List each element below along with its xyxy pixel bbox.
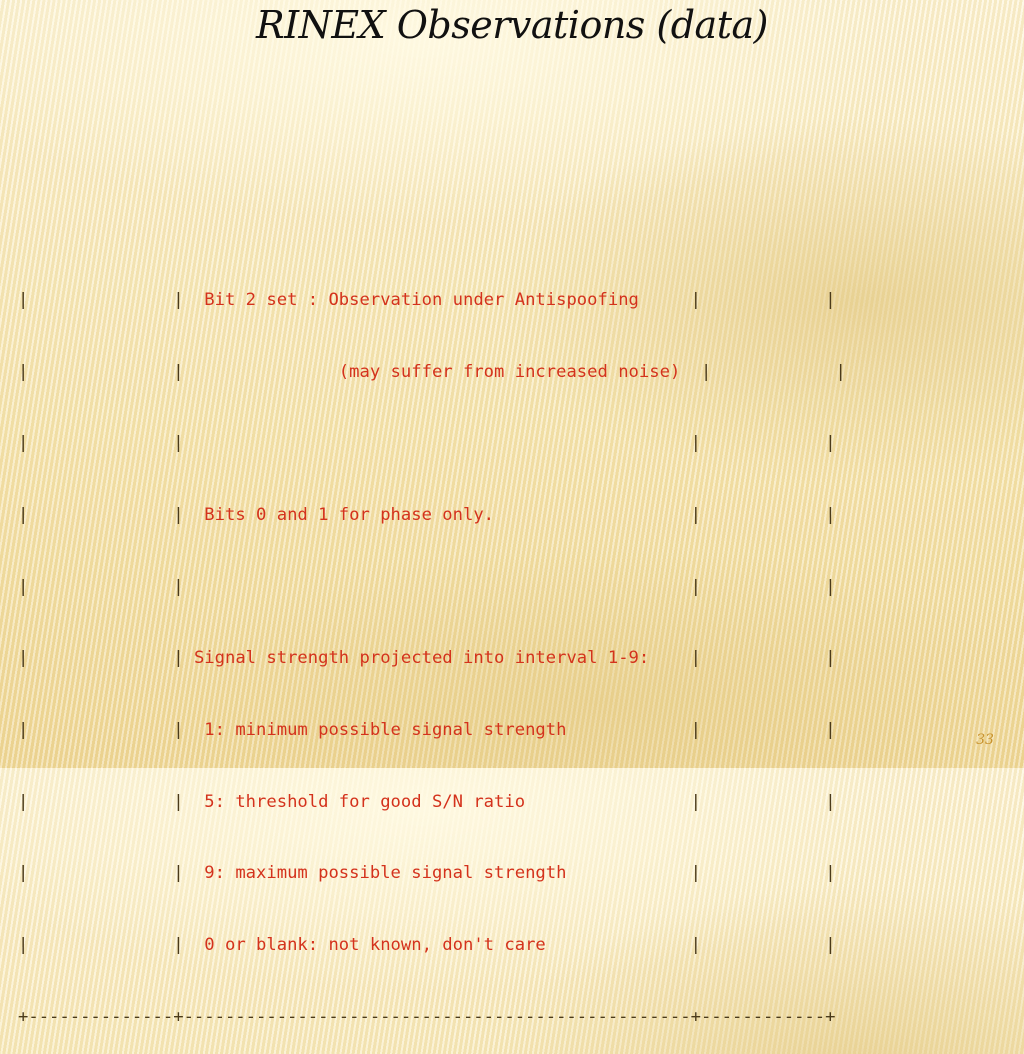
table-column-separator: | [173,361,184,382]
table-row-text: 0 or blank: not known, don't care [183,935,691,956]
table-border-left: | [18,863,29,884]
table-border-right: | [825,791,836,812]
table-column-separator: | [690,935,701,956]
table-border-right: | [825,720,836,741]
table-row [18,862,1008,886]
table-border-right: | [825,648,836,669]
table-row [18,361,1008,385]
table-column-separator: | [690,648,701,669]
table-column-separator: | [173,289,184,310]
table-border-right: | [825,433,836,454]
table-empty-cell [28,290,173,310]
table-column-separator: | [690,791,701,812]
table-border-left: | [18,791,29,812]
table-border-left: | [18,648,29,669]
table-border-right: | [835,361,846,382]
table-row [18,576,1008,600]
table-row [18,791,1008,815]
table-empty-cell [28,505,173,525]
table-empty-cell [28,362,173,382]
table-empty-cell [711,362,835,382]
table-empty-cell [701,720,825,740]
table-empty-cell [28,935,173,955]
table-row [18,647,1008,671]
table-empty-cell [28,792,173,812]
table-empty-cell [28,863,173,883]
table-column-separator: | [690,720,701,741]
slide-title: RINEX Observations (data) [256,3,768,47]
table-row-text: Bit 2 set : Observation under Antispoofing [183,289,691,310]
table-row-text [184,433,691,453]
table-row-text: 9: maximum possible signal strength [183,863,691,884]
table-column-separator: | [690,289,701,310]
table-column-separator: | [690,504,701,525]
table-column-separator: | [690,576,701,597]
table-empty-cell [701,863,825,883]
table-column-separator: | [173,791,184,812]
table-column-separator: | [173,648,184,669]
table-border-left: | [18,289,29,310]
table-column-separator: | [690,863,701,884]
table-border-left: | [18,935,29,956]
table-border-right: | [825,504,836,525]
table-column-separator: | [173,863,184,884]
table-row [18,719,1008,743]
table-border-right: | [825,576,836,597]
table-border-left: | [18,720,29,741]
table-border-left: | [18,433,29,454]
table-column-separator: | [173,504,184,525]
table-row-text: 5: threshold for good S/N ratio [183,791,691,812]
table-column-separator: | [690,433,701,454]
table-border-right: | [825,935,836,956]
table-empty-cell [701,792,825,812]
table-empty-cell [28,648,173,668]
table-column-separator: | [173,720,184,741]
table-bottom-border: +--------------+-------------------------------------------------+------------+ [18,1006,836,1027]
table-empty-cell [701,935,825,955]
table-empty-cell [28,433,173,453]
table-row-text: Signal strength projected into interval 1-9: [183,648,691,669]
table-row [18,934,1008,958]
table-column-separator: | [173,576,184,597]
table-border-right: | [825,863,836,884]
table-border-left: | [18,576,29,597]
table-row-text: 1: minimum possible signal strength [183,720,691,741]
table-empty-cell [701,505,825,525]
table-row-text: (may suffer from increased noise) [183,361,701,382]
table-row-text [184,577,691,597]
table-row-text: Bits 0 and 1 for phase only. [183,504,691,525]
table-empty-cell [701,577,825,597]
table-row [18,289,1008,313]
table-row [18,432,1008,456]
table-empty-cell [28,720,173,740]
table-border-left: | [18,361,29,382]
table-border-left: | [18,504,29,525]
table-border-right: | [825,289,836,310]
table-empty-cell [701,433,825,453]
table-empty-cell [701,648,825,668]
page-number: 33 [976,732,994,748]
table-empty-cell [701,290,825,310]
table-column-separator: | [173,433,184,454]
table-row [18,504,1008,528]
table-column-separator: | [700,361,712,382]
table-empty-cell [28,577,173,597]
table-column-separator: | [173,935,184,956]
